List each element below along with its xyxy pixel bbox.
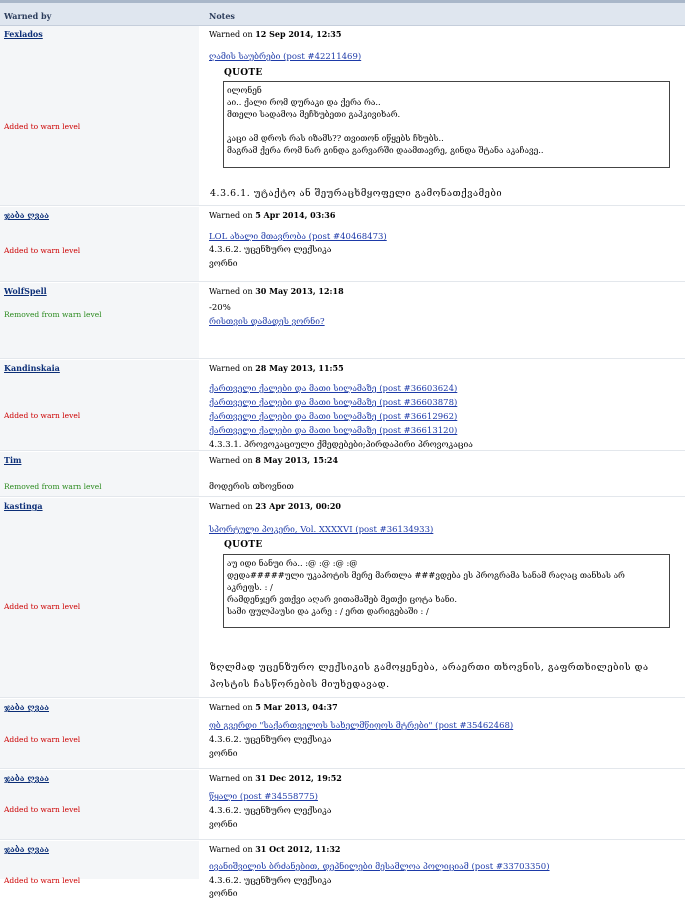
warn-reason: 4.3.3.1. პროვოკაციული ქმედებები;პირდაპირი პროვოკაცია <box>209 440 473 450</box>
table-row <box>0 699 685 769</box>
quote-line <box>224 120 669 132</box>
warned-by-cell <box>0 207 200 282</box>
username-link[interactable]: Fexlados <box>4 29 43 39</box>
warned-by-cell <box>0 283 200 359</box>
warned-by-cell <box>0 452 200 497</box>
warned-by-cell <box>0 770 200 840</box>
table-row <box>0 360 685 451</box>
notes-cell <box>200 452 685 497</box>
warn-comment: ვორნი <box>209 749 238 759</box>
warned-date: Warned on 31 Oct 2012, 11:32 <box>209 844 341 854</box>
post-link[interactable]: ღამის საუბრები (post #42211469) <box>209 52 362 62</box>
quote-box <box>223 554 670 628</box>
warn-reason: ზღლმად უცენზურო ლექსიკის გამოყენება, არაერთი თხოვნის, გაფრთხილების და <box>210 662 649 673</box>
quote-line: კაცი ამ დროს რას იზამს?? თვითონ იწყებს ჩხუბს.. <box>227 133 444 143</box>
table-row <box>0 770 685 840</box>
notes-cell <box>200 498 685 698</box>
post-link[interactable]: ივანიშვილის ბრძანებით, დეპნილები მესამლოა პოლიციამ (post #33703350) <box>209 862 550 872</box>
warn-reason: 4.3.6.2. უცენზურო ლექსიკა <box>209 876 332 886</box>
quote-line: მთელი სადამოა მეჩხუბეთი გაჰკივიხარ. <box>227 109 401 119</box>
table-header <box>0 3 685 26</box>
warned-date: Warned on 5 Mar 2013, 04:37 <box>209 702 338 712</box>
table-row <box>0 452 685 497</box>
warn-reason: 4.3.6.2. უცენზურო ლექსიკა <box>209 806 332 816</box>
warn-log-table <box>0 26 685 899</box>
quote-line: აკრეფს. : / <box>227 582 273 592</box>
post-link[interactable]: ფბ გვერდი "საქართველოს სახელმწიფოს მტრები" (post #35462468) <box>209 721 514 731</box>
warn-action-label: Added to warn level <box>4 122 81 131</box>
quote-label: QUOTE <box>224 540 263 550</box>
table-row <box>0 498 685 698</box>
warned-date: Warned on 23 Apr 2013, 00:20 <box>209 501 341 511</box>
notes-cell <box>200 699 685 769</box>
warn-comment: -20% <box>209 303 231 313</box>
notes-header: Notes <box>209 11 235 21</box>
notes-cell <box>200 770 685 840</box>
username-link[interactable]: ჯაბა ღვაა <box>4 773 50 783</box>
warned-date: Warned on 28 May 2013, 11:55 <box>209 363 344 373</box>
quote-box <box>223 81 670 168</box>
warn-action-label: Removed from warn level <box>4 310 102 319</box>
post-link[interactable]: ქართველი ქალები და მათი სილამაზე (post #36603624) <box>209 384 458 394</box>
notes-cell <box>200 360 685 451</box>
notes-cell <box>200 207 685 282</box>
username-link[interactable]: ჯაბა ღვაა <box>4 844 50 854</box>
warn-comment: ვორნი <box>209 889 238 899</box>
notes-cell <box>200 26 685 206</box>
quote-line: სამი ფულჰაუსი და კარე : / ერთ დარიგებაში : / <box>227 606 429 616</box>
username-link[interactable]: WolfSpell <box>4 286 47 296</box>
post-link[interactable]: ქართველი ქალები და მათი სილამაზე (post #36612962) <box>209 412 458 422</box>
warn-reason: პოსტის ჩასწორების მიუხედავად. <box>210 679 390 690</box>
username-link[interactable]: kastinga <box>4 501 43 511</box>
table-row <box>0 283 685 359</box>
warned-date: Warned on 30 May 2013, 12:18 <box>209 286 344 296</box>
table-row <box>0 841 685 899</box>
username-link[interactable]: ჯაბა ღვაა <box>4 210 50 220</box>
warn-action-label: Removed from warn level <box>4 482 102 491</box>
table-row <box>0 26 685 206</box>
warn-comment: მოდერის თხოვნით <box>209 482 294 492</box>
warn-action-label: Added to warn level <box>4 602 81 611</box>
warned-by-cell <box>0 26 200 206</box>
post-link[interactable]: წყალი (post #34558775) <box>209 792 318 802</box>
warned-date: Warned on 5 Apr 2014, 03:36 <box>209 210 336 220</box>
notes-cell <box>200 283 685 359</box>
post-link[interactable]: ქართველი ქალები და მათი სილამაზე (post #36603878) <box>209 398 458 408</box>
quote-line: დედა#####ული უკაპოტის მერე მართლა ###ვდება ეს პროგრამა სანამ რაღაც თანხას არ <box>227 570 625 580</box>
quote-line: ილონენ <box>227 85 262 95</box>
username-link[interactable]: ჯაბა ღვაა <box>4 702 50 712</box>
warn-action-label: Added to warn level <box>4 411 81 420</box>
quote-line: რამდენჯერ ვთქვი აღარ ვითამაშებ მეთქი ცოტა ხანი. <box>227 594 457 604</box>
post-link[interactable]: ქართველი ქალები და მათი სილამაზე (post #36613120) <box>209 426 458 436</box>
warn-reason: 4.3.6.2. უცენზურო ლექსიკა <box>209 245 332 255</box>
warned-by-cell <box>0 699 200 769</box>
post-link[interactable]: LOL ახალი მთავრობა (post #40468473) <box>209 232 387 242</box>
quote-line: აი.. ქალი რომ დურაკი და ქერა რა.. <box>227 97 381 107</box>
warn-action-label: Added to warn level <box>4 876 81 885</box>
quote-label: QUOTE <box>224 68 263 78</box>
warned-date: Warned on 31 Dec 2012, 19:52 <box>209 773 342 783</box>
table-row <box>0 207 685 282</box>
notes-cell <box>200 841 685 899</box>
warn-action-label: Added to warn level <box>4 246 81 255</box>
warn-action-label: Added to warn level <box>4 805 81 814</box>
warned-date: Warned on 12 Sep 2014, 12:35 <box>209 29 342 39</box>
username-link[interactable]: Kandinskaia <box>4 363 60 373</box>
quote-line: მაგრამ ქერა რომ ნარ გინდა გარვარში დაამთავრე, გინდა შტანა აკაჩავე.. <box>227 145 544 155</box>
warn-reason: 4.3.6.1. უტაქტო ან შეურაცხმყოფელი გამონათქვამები <box>210 188 503 199</box>
warned-by-cell <box>0 498 200 698</box>
post-link[interactable]: სპორტული პოკერი, Vol. XXXXVI (post #36134933) <box>209 525 434 535</box>
warn-comment: ვორნი <box>209 259 238 269</box>
warn-comment: ვორნი <box>209 820 238 830</box>
warned-by-header: Warned by <box>4 11 52 21</box>
warned-by-cell <box>0 360 200 451</box>
warned-date: Warned on 8 May 2013, 15:24 <box>209 455 339 465</box>
quote-line: აუ იდი ნანუი რა.. :@ :@ :@ :@ <box>227 558 358 568</box>
warn-action-label: Added to warn level <box>4 735 81 744</box>
username-link[interactable]: Tim <box>4 455 22 465</box>
warn-reason: 4.3.6.2. უცენზურო ლექსიკა <box>209 735 332 745</box>
post-link[interactable]: რისთვის დამადეს ვორნი? <box>209 317 325 327</box>
warned-by-cell <box>0 841 200 885</box>
